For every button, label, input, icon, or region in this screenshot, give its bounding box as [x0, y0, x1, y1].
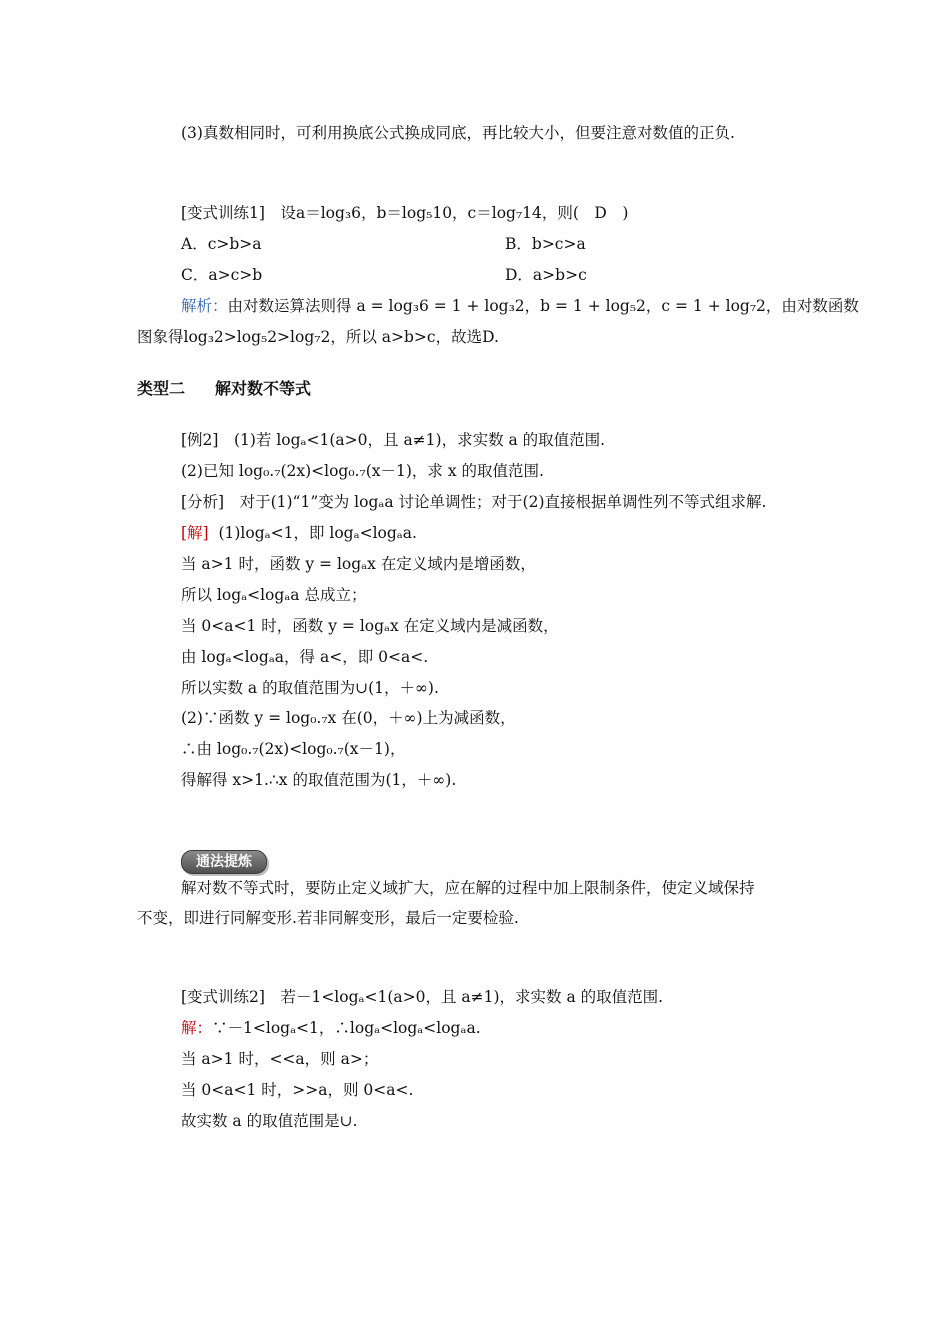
tip-line2: 不变，即进行同解变形.若非同解变形，最后一定要检验. — [137, 909, 519, 927]
exercise2-solution-line: 故实数 a 的取值范围是∪. — [181, 1112, 358, 1130]
exercise1-options-row2 — [181, 264, 587, 286]
exercise1-question: [变式训练1] 设a＝log₃6，b＝log₅10，c＝log₇14，则( D ) — [181, 204, 629, 222]
option-a: A．c>b>a — [181, 235, 262, 253]
exercise2-solution-label: 解： — [181, 1019, 213, 1037]
exercise1-analysis-line1 — [181, 295, 859, 317]
example2-solution-line: 当 0<a<1 时，函数 y = logₐx 在定义域内是减函数， — [181, 617, 559, 635]
exercise2-solution-line: 当 0<a<1 时，>>a，则 0<a<. — [181, 1081, 414, 1099]
exercise2-solution-text: ∵－1<logₐ<1，∴logₐ<logₐ<logₐa. — [212, 1019, 481, 1037]
section-title: 解对数不等式 — [215, 379, 312, 398]
exercise2-question: [变式训练2] 若－1<logₐ<1(a>0，且 a≠1)，求实数 a 的取值范围. — [181, 988, 664, 1006]
example2-solution-line — [181, 522, 417, 544]
example2-analysis: [分析] 对于(1)“1”变为 logₐa 讨论单调性；对于(2)直接根据单调性列不等式组求解. — [181, 493, 767, 511]
exercise1-analysis-line2: 图象得log₃2>log₅2>log₇2，所以 a>b>c，故选D. — [137, 328, 499, 346]
analysis-text: 由对数运算法则得 a = log₃6 = 1 + log₃2，b = 1 + log₅2，c = 1 + log₇2，由对数函数 — [227, 297, 859, 315]
option-d: D．a>b>c — [505, 266, 587, 284]
tip-badge: 通法提炼 — [181, 850, 267, 874]
example2-solution-line: (2)∵函数 y = log₀.₇x 在(0，＋∞)上为减函数， — [181, 709, 516, 727]
example2-q2: (2)已知 log₀.₇(2x)<log₀.₇(x－1)，求 x 的取值范围. — [181, 462, 544, 480]
example2-solution-line: 所以实数 a 的取值范围为∪(1，＋∞). — [181, 679, 439, 697]
exercise2-solution-first — [181, 1017, 481, 1039]
option-c: C．a>c>b — [181, 266, 263, 284]
example2-solution-line: 所以 logₐ<logₐa 总成立； — [181, 586, 367, 604]
solution-text: (1)logₐ<1，即 logₐ<logₐa. — [218, 524, 417, 542]
tip-line1: 解对数不等式时，要防止定义域扩大，应在解的过程中加上限制条件，使定义域保持 — [181, 879, 755, 897]
exercise1-options-row1 — [181, 233, 586, 255]
example2-q1: [例2] (1)若 logₐ<1(a>0，且 a≠1)，求实数 a 的取值范围. — [181, 431, 606, 449]
option-b: B．b>c>a — [505, 235, 586, 253]
example2-solution-line: ∴由 log₀.₇(2x)<log₀.₇(x－1)， — [181, 740, 406, 758]
analysis-label: 解析： — [181, 297, 228, 315]
example2-solution-line: 得解得 x>1.∴x 的取值范围为(1，＋∞). — [181, 771, 457, 789]
section-heading — [137, 378, 311, 400]
example2-solution-line: 当 a>1 时，函数 y = logₐx 在定义域内是增函数， — [181, 555, 536, 573]
intro-note: (3)真数相同时，可利用换底公式换成同底，再比较大小，但要注意对数值的正负. — [181, 124, 735, 142]
example2-solution-line: 由 logₐ<logₐa，得 a<，即 0<a<. — [181, 648, 429, 666]
exercise2-solution-line: 当 a>1 时，<<a，则 a>； — [181, 1050, 379, 1068]
solution-label: [解] — [181, 524, 209, 542]
section-label: 类型二 — [137, 379, 186, 398]
